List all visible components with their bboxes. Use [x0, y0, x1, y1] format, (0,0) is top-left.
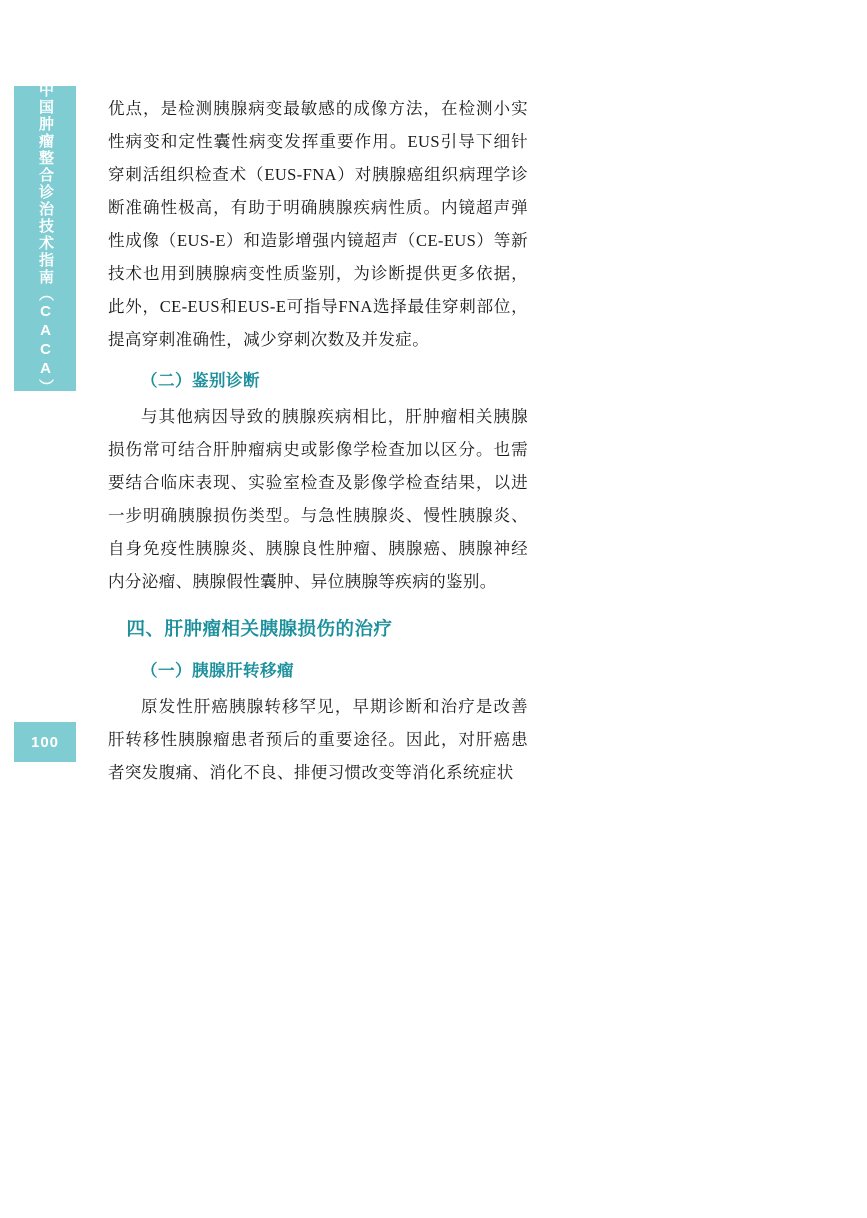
page-number-label: 100 [30, 733, 60, 751]
running-head-label: 中国肿瘤整合诊治技术指南（CACA） [37, 81, 54, 396]
paragraph-differential: 与其他病因导致的胰腺疾病相比，肝肿瘤相关胰腺损伤常可结合肝肿瘤病史或影像学检查加以区分。也需要结合临床表现、实验室检查及影像学检查结果，以进一步明确胰腺损伤类型。与急性胰腺炎、慢性胰腺炎、自身免疫性胰腺炎、胰腺良性肿瘤、胰腺癌、胰腺神经内分泌瘤、胰腺假性囊肿、异位胰腺等疾病的鉴别。 [108, 407, 528, 591]
paragraph-metastasis: 原发性肝癌胰腺转移罕见，早期诊断和治疗是改善肝转移性胰腺瘤患者预后的重要途径。因此，对肝癌患者突发腹痛、消化不良、排便习惯改变等消化系统症状 [108, 697, 528, 782]
running-head-tab [14, 81, 76, 396]
page-content [108, 92, 528, 789]
heading-differential-diagnosis: （二）鉴别诊断 [141, 372, 260, 390]
page-number-badge [14, 722, 76, 762]
heading-section-four: 四、肝肿瘤相关胰腺损伤的治疗 [126, 618, 393, 639]
paragraph-eus: 优点，是检测胰腺病变最敏感的成像方法，在检测小实性病变和定性囊性病变发挥重要作用。EUS引导下细针穿刺活组织检查术（EUS-FNA）对胰腺癌组织病理学诊断准确性极高，有助于明确胰腺疾病性质。内镜超声弹性成像（EUS-E）和造影增强内镜超声（CE-EUS）等新技术也用到胰腺病变性质鉴别，为诊断提供更多依据，此外，CE-EUS和EUS-E可指导FNA选择最佳穿刺部位，提高穿刺准确性，减少穿刺次数及并发症。 [108, 99, 528, 349]
heading-pancreatic-liver-metastasis: （一）胰腺肝转移瘤 [141, 662, 294, 680]
